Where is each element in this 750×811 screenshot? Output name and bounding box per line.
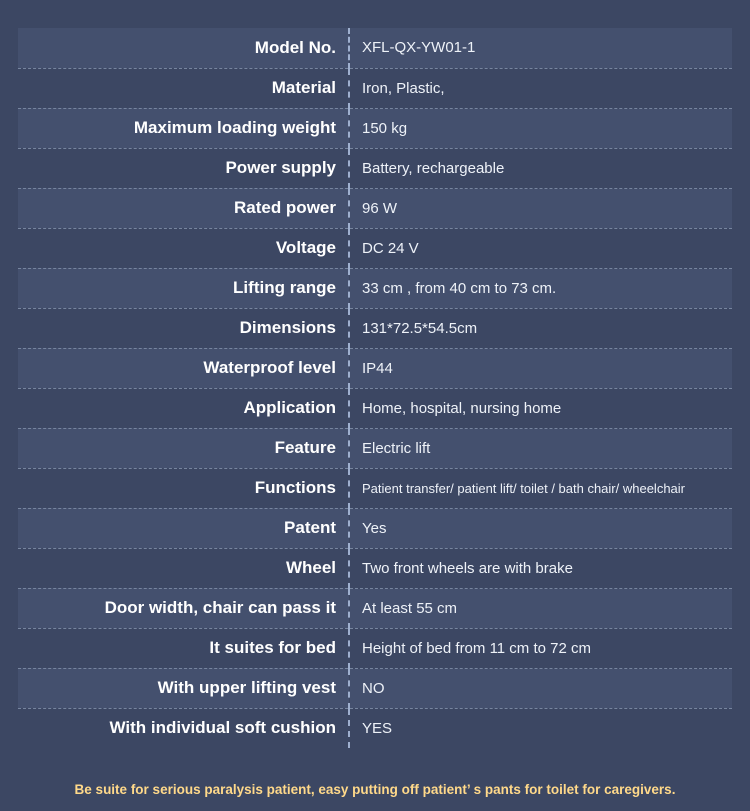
spec-value: Home, hospital, nursing home xyxy=(349,388,732,428)
spec-value: Yes xyxy=(349,508,732,548)
spec-label: Dimensions xyxy=(18,308,349,348)
spec-label: Rated power xyxy=(18,188,349,228)
spec-value: Patient transfer/ patient lift/ toilet / bath chair/ wheelchair xyxy=(349,468,732,508)
spec-label: Lifting range xyxy=(18,268,349,308)
spec-label: Patent xyxy=(18,508,349,548)
spec-label: With upper lifting vest xyxy=(18,668,349,708)
table-row xyxy=(18,148,732,188)
table-row xyxy=(18,388,732,428)
table-row xyxy=(18,268,732,308)
spec-label: Waterproof level xyxy=(18,348,349,388)
spec-label: With individual soft cushion xyxy=(18,708,349,748)
spec-value: At least 55 cm xyxy=(349,588,732,628)
spec-label: Feature xyxy=(18,428,349,468)
table-row xyxy=(18,28,732,68)
spec-value: Height of bed from 11 cm to 72 cm xyxy=(349,628,732,668)
spec-label: It suites for bed xyxy=(18,628,349,668)
spec-value: Two front wheels are with brake xyxy=(349,548,732,588)
spec-value: IP44 xyxy=(349,348,732,388)
spec-label: Maximum loading weight xyxy=(18,108,349,148)
table-row xyxy=(18,468,732,508)
table-row xyxy=(18,548,732,588)
table-row xyxy=(18,348,732,388)
table-row xyxy=(18,308,732,348)
spec-label: Application xyxy=(18,388,349,428)
table-row xyxy=(18,108,732,148)
spec-value: 33 cm , from 40 cm to 73 cm. xyxy=(349,268,732,308)
footer-note: Be suite for serious paralysis patient, easy putting off patient’ s pants for toilet for caregivers. xyxy=(74,782,676,797)
spec-label: Power supply xyxy=(18,148,349,188)
spec-value: 96 W xyxy=(349,188,732,228)
specification-table-body xyxy=(18,28,732,748)
table-row xyxy=(18,588,732,628)
table-row xyxy=(18,228,732,268)
table-row xyxy=(18,668,732,708)
spec-label: Voltage xyxy=(18,228,349,268)
spec-label: Door width, chair can pass it xyxy=(18,588,349,628)
spec-value: YES xyxy=(349,708,732,748)
table-row xyxy=(18,428,732,468)
spec-value: Electric lift xyxy=(349,428,732,468)
spec-value: Iron, Plastic, xyxy=(349,68,732,108)
spec-value: XFL-QX-YW01-1 xyxy=(349,28,732,68)
spec-value: 131*72.5*54.5cm xyxy=(349,308,732,348)
table-row xyxy=(18,508,732,548)
table-row xyxy=(18,628,732,668)
spec-value: DC 24 V xyxy=(349,228,732,268)
table-row xyxy=(18,188,732,228)
spec-value: 150 kg xyxy=(349,108,732,148)
spec-label: Material xyxy=(18,68,349,108)
table-row xyxy=(18,68,732,108)
spec-value: Battery, rechargeable xyxy=(349,148,732,188)
spec-label: Functions xyxy=(18,468,349,508)
spec-value: NO xyxy=(349,668,732,708)
specification-table xyxy=(18,28,732,748)
spec-label: Model No. xyxy=(18,28,349,68)
spec-label: Wheel xyxy=(18,548,349,588)
table-row xyxy=(18,708,732,748)
